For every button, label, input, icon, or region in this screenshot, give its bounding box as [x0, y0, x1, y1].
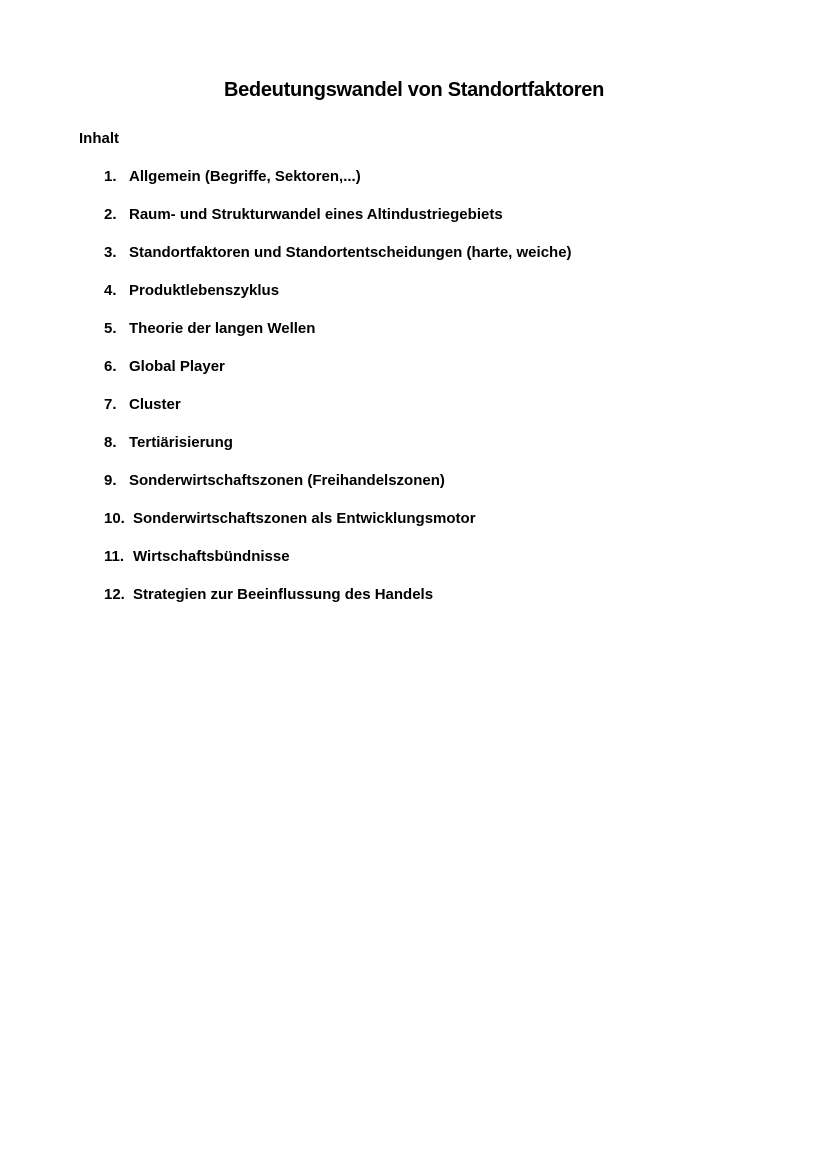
toc-item-label: Produktlebenszyklus	[129, 282, 280, 299]
toc-item-label: Global Player	[129, 358, 225, 375]
toc-item-number: 6.	[104, 358, 117, 375]
toc-item-label: Standortfaktoren und Standortentscheidungen (harte, weiche)	[129, 244, 572, 261]
toc-item-number: 8.	[104, 434, 117, 451]
toc-item-label: Raum- und Strukturwandel eines Altindustriegebiets	[129, 206, 503, 223]
toc-item-label: Tertiärisierung	[129, 434, 233, 451]
toc-item-number: 9.	[104, 472, 117, 489]
toc-item-label: Theorie der langen Wellen	[129, 320, 316, 337]
toc-item-number: 7.	[104, 396, 117, 413]
toc-item-label: Sonderwirtschaftszonen (Freihandelszonen)	[129, 472, 445, 489]
toc-item-number: 1.	[104, 168, 117, 185]
toc-item-number: 5.	[104, 320, 117, 337]
toc-item-label: Cluster	[129, 396, 181, 413]
toc-item-number: 2.	[104, 206, 117, 223]
toc-item-number: 4.	[104, 282, 117, 299]
toc-item-label: Strategien zur Beeinflussung des Handels	[133, 586, 434, 603]
document-title: Bedeutungswandel von Standortfaktoren	[223, 79, 605, 101]
toc-item-number: 12.	[104, 586, 125, 603]
toc-item-label: Sonderwirtschaftszonen als Entwicklungsmotor	[133, 510, 476, 527]
toc-item-number: 11.	[104, 548, 125, 565]
toc-item-label: Wirtschaftsbündnisse	[133, 548, 290, 565]
toc-item-number: 3.	[104, 244, 117, 261]
toc-item-number: 10.	[104, 510, 125, 527]
toc-heading: Inhalt	[79, 130, 119, 147]
toc-item-label: Allgemein (Begriffe, Sektoren,...)	[129, 168, 361, 185]
